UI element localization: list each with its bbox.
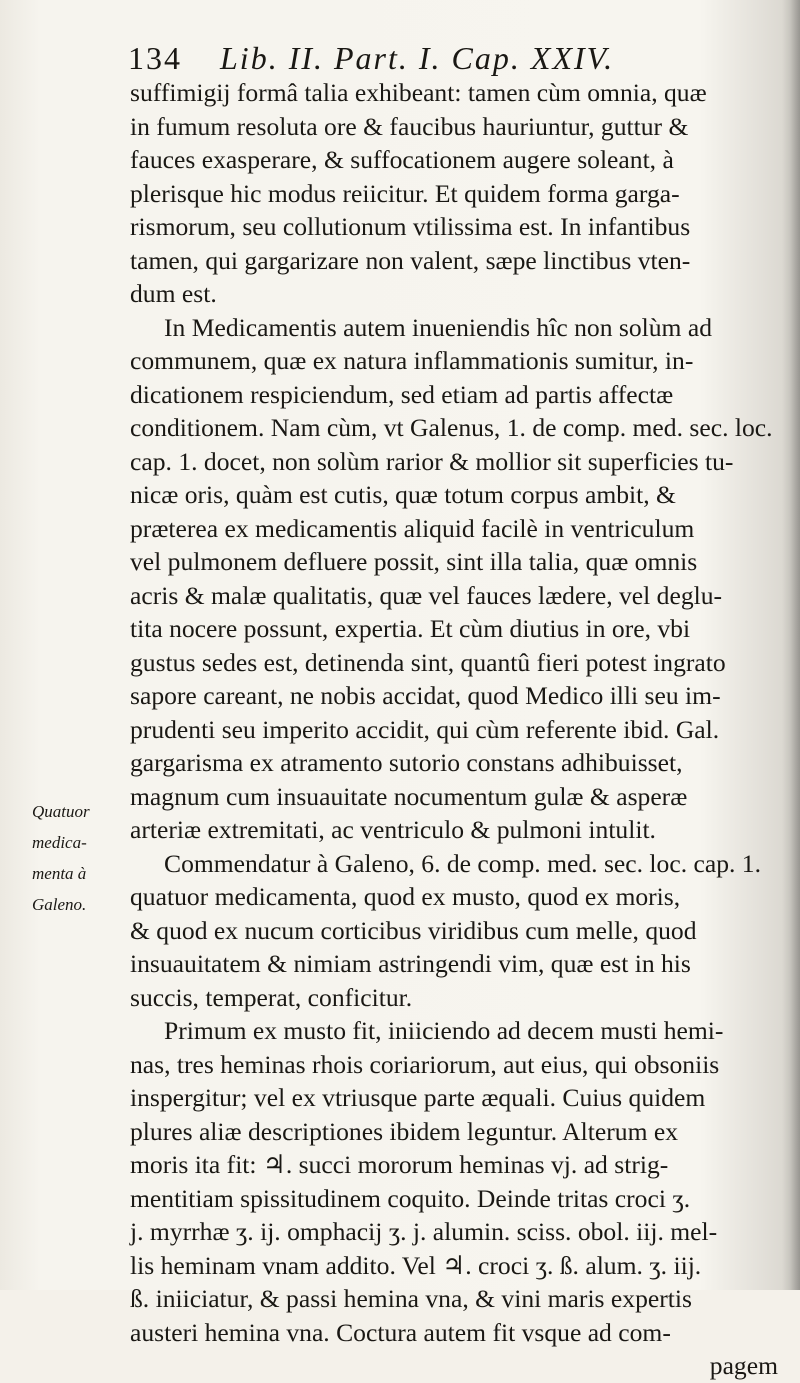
margin-note-line: medica- — [32, 833, 87, 852]
text-line: austeri hemina vna. Coctura autem fit vsque ad com- — [130, 1317, 671, 1347]
text-line: nicæ oris, quàm est cutis, quæ totum corpus ambit, & — [130, 480, 676, 509]
margin-note — [32, 796, 128, 920]
text-line: inspergitur; vel ex vtriusque parte æquali. Cuius quidem — [130, 1083, 706, 1112]
text-line: tita nocere possunt, expertia. Et cùm diutius in ore, vbi — [130, 614, 691, 643]
text-line: suffimigij formâ talia exhibeant: tamen cùm omnia, quæ — [130, 78, 707, 107]
text-line: Primum ex musto fit, iniiciendo ad decem musti hemi- — [164, 1016, 724, 1045]
margin-note-line: menta à — [32, 864, 87, 883]
page-number: 134 — [128, 40, 182, 76]
text-line: ß. iniiciatur, & passi hemina vna, & vini maris expertis — [130, 1284, 692, 1313]
text-line: rismorum, seu collutionum vtilissima est. In infantibus — [130, 212, 691, 241]
text-line: gustus sedes est, detinenda sint, quantû fieri potest ingrato — [130, 647, 726, 677]
text-line: conditionem. Nam cùm, vt Galenus, 1. de comp. med. sec. loc. — [130, 413, 773, 442]
text-line: Commendatur à Galeno, 6. de comp. med. sec. loc. cap. 1. — [164, 848, 762, 878]
text-line: magnum cum insuauitate nocumentum gulæ & asperæ — [130, 781, 688, 811]
text-line: lis heminam vnam addito. Vel ♃. croci ʒ. ß. alum. ʒ. iij. — [130, 1250, 702, 1280]
catchword: pagem — [709, 1351, 778, 1380]
text-line: succis, temperat, conficitur. — [130, 982, 413, 1012]
margin-note-line: Quatuor — [32, 802, 90, 821]
body-text — [130, 76, 778, 1383]
text-line: plures aliæ descriptiones ibidem leguntur. Alterum ex — [130, 1116, 679, 1146]
text-line: gargarisma ex atramento sutorio constans adhibuisset, — [130, 748, 683, 777]
text-line: tamen, qui gargarizare non valent, sæpe linctibus vten- — [130, 245, 691, 275]
margin-note-line: Galeno. — [32, 895, 87, 914]
text-line: in fumum resoluta ore & faucibus hauriuntur, guttur & — [130, 111, 689, 141]
text-line: fauces exasperare, & suffocationem augere soleant, à — [130, 145, 674, 174]
text-line: moris ita fit: ♃. succi mororum heminas vj. ad strig- — [130, 1150, 669, 1179]
text-line: communem, quæ ex natura inflammationis sumitur, in- — [130, 346, 694, 375]
text-line: nas, tres heminas rhois coriariorum, aut eius, qui obsoniis — [130, 1049, 720, 1079]
text-line: insuauitatem & nimiam astringendi vim, quæ est in his — [130, 949, 691, 978]
page-edge-shadow — [782, 0, 800, 1290]
text-line: sapore careant, ne nobis accidat, quod Medico illi seu im- — [130, 681, 721, 710]
text-line: j. myrrhæ ʒ. ij. omphacij ʒ. j. alumin. sciss. obol. iij. mel- — [130, 1217, 718, 1246]
running-header — [128, 40, 728, 77]
text-line: quatuor medicamenta, quod ex musto, quod ex moris, — [130, 882, 681, 911]
text-line: In Medicamentis autem inueniendis hîc non solùm ad — [164, 312, 713, 342]
text-line: plerisque hic modus reiicitur. Et quidem forma garga- — [130, 178, 680, 208]
text-line: vel pulmonem defluere possit, sint illa talia, quæ omnis — [130, 547, 698, 576]
text-line: & quod ex nucum corticibus viridibus cum melle, quod — [130, 915, 697, 945]
text-line: arteriæ extremitati, ac ventriculo & pulmoni intulit. — [130, 815, 656, 844]
text-line: prudenti seu imperito accidit, qui cùm referente ibid. Gal. — [130, 714, 720, 744]
text-line: cap. 1. docet, non solùm rarior & mollior sit superficies tu- — [130, 446, 734, 476]
text-line: acris & malæ qualitatis, quæ vel fauces lædere, vel deglu- — [130, 580, 723, 610]
text-line: præterea ex medicamentis aliquid facilè in ventriculum — [130, 513, 695, 543]
text-line: mentitiam spissitudinem coquito. Deinde tritas croci ʒ. — [130, 1183, 691, 1213]
text-line: dicationem respiciendum, sed etiam ad partis affectæ — [130, 379, 674, 409]
running-title: Lib. II. Part. I. Cap. XXIV. — [220, 40, 615, 76]
text-line: dum est. — [130, 279, 217, 308]
